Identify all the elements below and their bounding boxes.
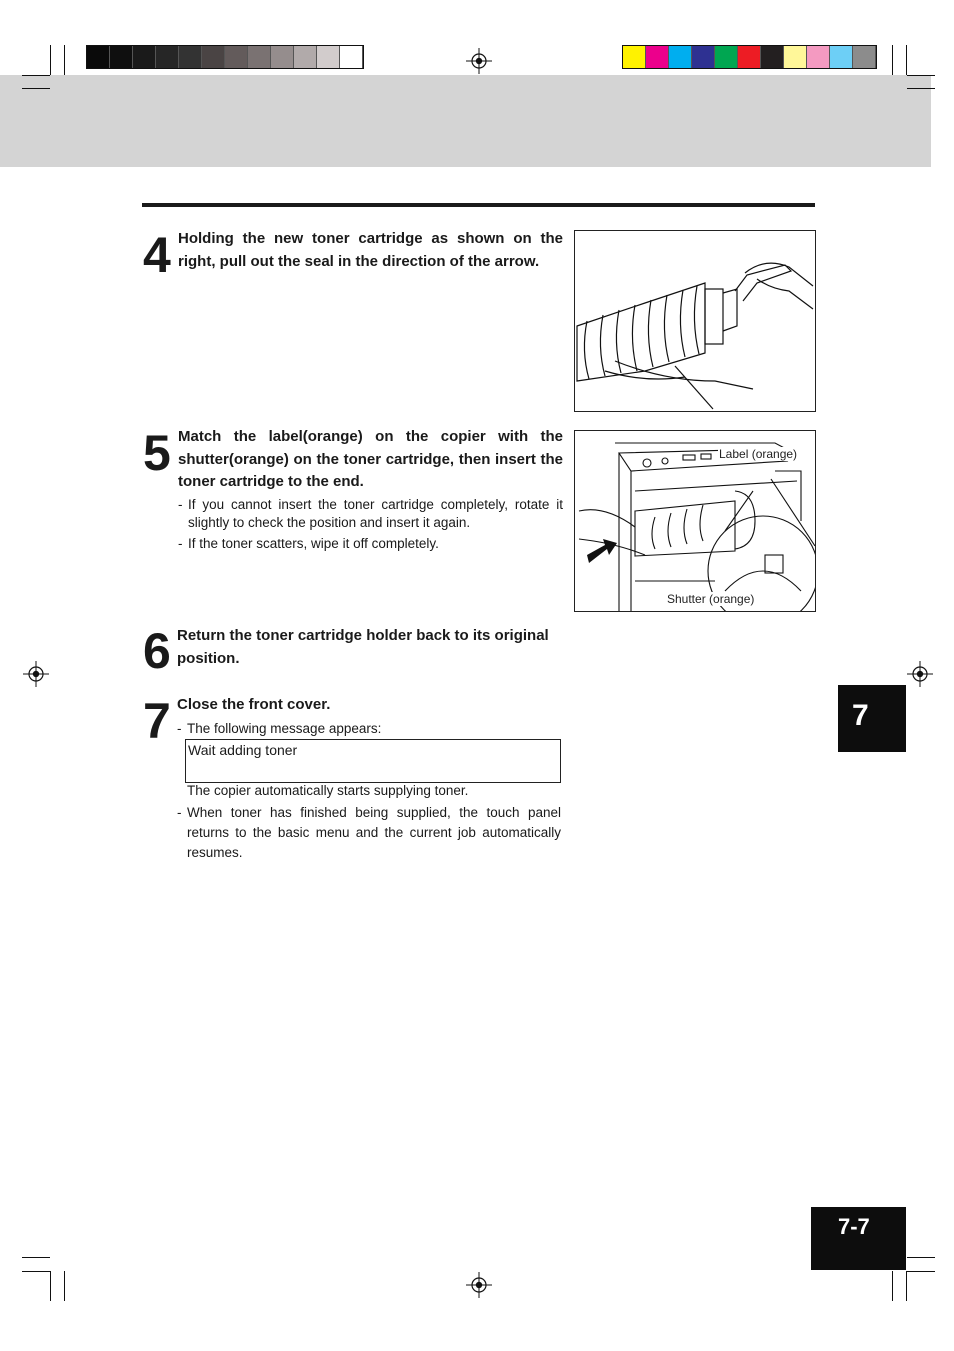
step-note (178, 535, 563, 553)
grey-calibration-strip (86, 45, 364, 69)
crop-mark (892, 1271, 893, 1301)
note-dash: - (177, 721, 182, 736)
crop-mark (907, 75, 935, 76)
color-swatch (248, 46, 271, 68)
step-heading: Match the label(orange) on the copier with the shutter(orange) on the toner cartridge, then insert the toner cartridge to the end. (178, 428, 563, 490)
color-swatch (271, 46, 294, 68)
color-swatch (761, 46, 784, 68)
step-number: 5 (143, 425, 170, 481)
note-text: If the toner scatters, wipe it off completely. (188, 536, 439, 551)
crop-mark (907, 88, 935, 89)
crop-mark (907, 1257, 935, 1258)
note-dash: - (178, 497, 183, 512)
step-heading: Return the toner cartridge holder back to its original position. (177, 627, 549, 667)
crop-mark (22, 1271, 50, 1272)
crop-mark (22, 1257, 50, 1258)
step-note (177, 720, 562, 738)
crop-mark (907, 1271, 935, 1272)
step-number: 6 (143, 623, 170, 679)
crop-mark (22, 75, 50, 76)
page-number-tab (811, 1207, 906, 1270)
crop-mark (906, 1271, 907, 1301)
callout-shutter-orange: Shutter (orange) (667, 592, 755, 606)
section-rule (142, 203, 815, 207)
note-text: If you cannot insert the toner cartridge completely, rotate it slightly to check the position and insert it again. (188, 497, 563, 530)
color-swatch (692, 46, 715, 68)
step-note (178, 496, 563, 532)
registration-mark-icon (466, 48, 492, 74)
color-swatch (715, 46, 738, 68)
step-heading: Holding the new toner cartridge as shown on the right, pull out the seal in the direction of the arrow. (178, 230, 563, 270)
color-swatch (738, 46, 761, 68)
step-heading: Close the front cover. (177, 696, 331, 713)
color-swatch (669, 46, 692, 68)
color-swatch (156, 46, 179, 68)
chapter-tab (838, 685, 906, 752)
registration-mark-icon (23, 661, 49, 687)
crop-mark (50, 45, 51, 75)
color-swatch (179, 46, 202, 68)
registration-mark-icon (907, 661, 933, 687)
crop-mark (892, 45, 893, 75)
step-note (177, 803, 561, 863)
note-dash: - (177, 805, 182, 820)
crop-mark (22, 88, 50, 89)
illustration-toner-seal (574, 230, 816, 412)
color-swatch (133, 46, 156, 68)
step-note-continuation: The copier automatically starts supplying toner. (187, 783, 469, 798)
color-swatch (853, 46, 876, 68)
crop-mark (906, 45, 907, 75)
color-swatch (87, 46, 110, 68)
page-number: 7-7 (838, 1214, 870, 1239)
note-text: When toner has finished being supplied, the touch panel returns to the basic menu and the current job automatically resumes. (187, 805, 561, 860)
color-swatch (784, 46, 807, 68)
color-swatch (202, 46, 225, 68)
color-swatch (340, 46, 363, 68)
display-message-text: Wait adding toner (188, 742, 298, 758)
illustration-insert-cartridge (574, 430, 816, 612)
note-text: The following message appears: (187, 721, 382, 736)
crop-mark (64, 45, 65, 75)
color-swatch (317, 46, 340, 68)
step-number: 4 (143, 227, 170, 283)
crop-mark (50, 1271, 51, 1301)
note-dash: - (178, 536, 183, 551)
registration-mark-icon (466, 1272, 492, 1298)
color-swatch (646, 46, 669, 68)
callout-label-orange: Label (orange) (719, 447, 798, 461)
crop-mark (64, 1271, 65, 1301)
step-number: 7 (143, 693, 170, 749)
color-swatch (807, 46, 830, 68)
chapter-number: 7 (852, 699, 869, 732)
color-swatch (830, 46, 853, 68)
color-swatch (294, 46, 317, 68)
color-swatch (225, 46, 248, 68)
color-swatch (110, 46, 133, 68)
color-swatch (623, 46, 646, 68)
color-calibration-strip (622, 45, 877, 69)
toner-cartridge-illustration (575, 231, 815, 411)
header-band (0, 75, 931, 167)
